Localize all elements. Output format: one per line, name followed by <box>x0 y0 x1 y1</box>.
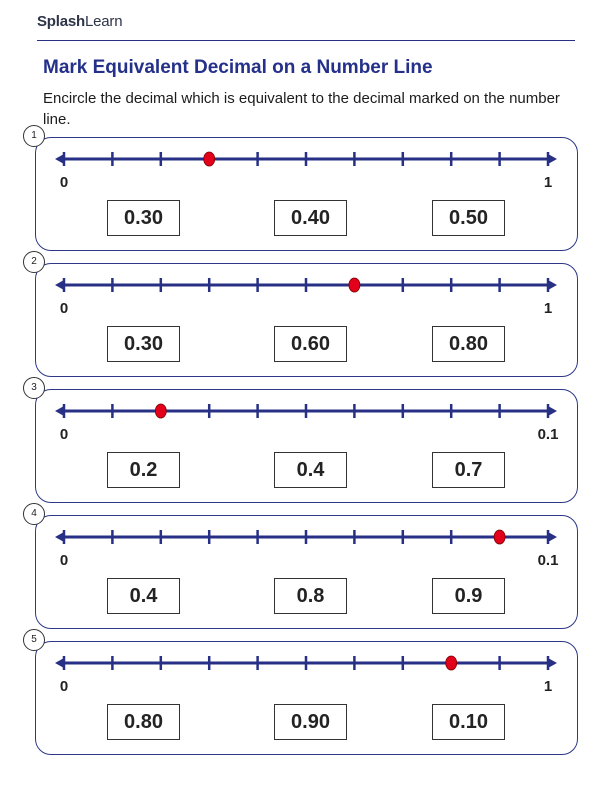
number-line <box>36 516 579 576</box>
number-line <box>36 138 579 198</box>
end-label: 1 <box>543 300 553 317</box>
header-divider <box>37 40 575 41</box>
answer-option[interactable]: 0.4 <box>107 578 180 614</box>
left-arrow-icon <box>55 280 64 290</box>
left-arrow-icon <box>55 406 64 416</box>
answer-option[interactable]: 0.30 <box>107 326 180 362</box>
instructions: Encircle the decimal which is equivalent to the decimal marked on the number line. <box>43 90 560 128</box>
marked-point <box>349 278 360 292</box>
end-label: 0.1 <box>537 426 559 443</box>
answer-option[interactable]: 0.60 <box>274 326 347 362</box>
start-label: 0 <box>59 174 69 191</box>
answer-option[interactable]: 0.90 <box>274 704 347 740</box>
problem-card <box>31 634 578 755</box>
splashlearn-logo: SplashLearn <box>37 13 123 30</box>
problem-card <box>31 508 578 629</box>
answer-option[interactable]: 0.9 <box>432 578 505 614</box>
left-arrow-icon <box>55 658 64 668</box>
start-label: 0 <box>59 552 69 569</box>
page-title: Mark Equivalent Decimal on a Number Line <box>43 57 433 78</box>
answer-option[interactable]: 0.4 <box>274 452 347 488</box>
start-label: 0 <box>59 426 69 443</box>
end-label: 1 <box>543 678 553 695</box>
right-arrow-icon <box>548 658 557 668</box>
answer-option[interactable]: 0.7 <box>432 452 505 488</box>
right-arrow-icon <box>548 280 557 290</box>
problem-number-badge: 4 <box>23 503 45 525</box>
answer-option[interactable]: 0.8 <box>274 578 347 614</box>
answer-option[interactable]: 0.40 <box>274 200 347 236</box>
problem-number-badge: 1 <box>23 125 45 147</box>
answer-option[interactable]: 0.80 <box>107 704 180 740</box>
start-label: 0 <box>59 300 69 317</box>
number-line <box>36 264 579 324</box>
right-arrow-icon <box>548 154 557 164</box>
left-arrow-icon <box>55 154 64 164</box>
answer-option[interactable]: 0.30 <box>107 200 180 236</box>
end-label: 0.1 <box>537 552 559 569</box>
marked-point <box>446 656 457 670</box>
right-arrow-icon <box>548 406 557 416</box>
answer-option[interactable]: 0.80 <box>432 326 505 362</box>
problem-card <box>31 130 578 251</box>
problem-card <box>31 382 578 503</box>
problem-number-badge: 3 <box>23 377 45 399</box>
answer-option[interactable]: 0.50 <box>432 200 505 236</box>
number-line <box>36 642 579 702</box>
problem-number-badge: 5 <box>23 629 45 651</box>
number-line <box>36 390 579 450</box>
marked-point <box>204 152 215 166</box>
problem-number-badge: 2 <box>23 251 45 273</box>
marked-point <box>494 530 505 544</box>
start-label: 0 <box>59 678 69 695</box>
answer-option[interactable]: 0.2 <box>107 452 180 488</box>
right-arrow-icon <box>548 532 557 542</box>
marked-point <box>155 404 166 418</box>
answer-option[interactable]: 0.10 <box>432 704 505 740</box>
problem-card <box>31 256 578 377</box>
left-arrow-icon <box>55 532 64 542</box>
end-label: 1 <box>543 174 553 191</box>
